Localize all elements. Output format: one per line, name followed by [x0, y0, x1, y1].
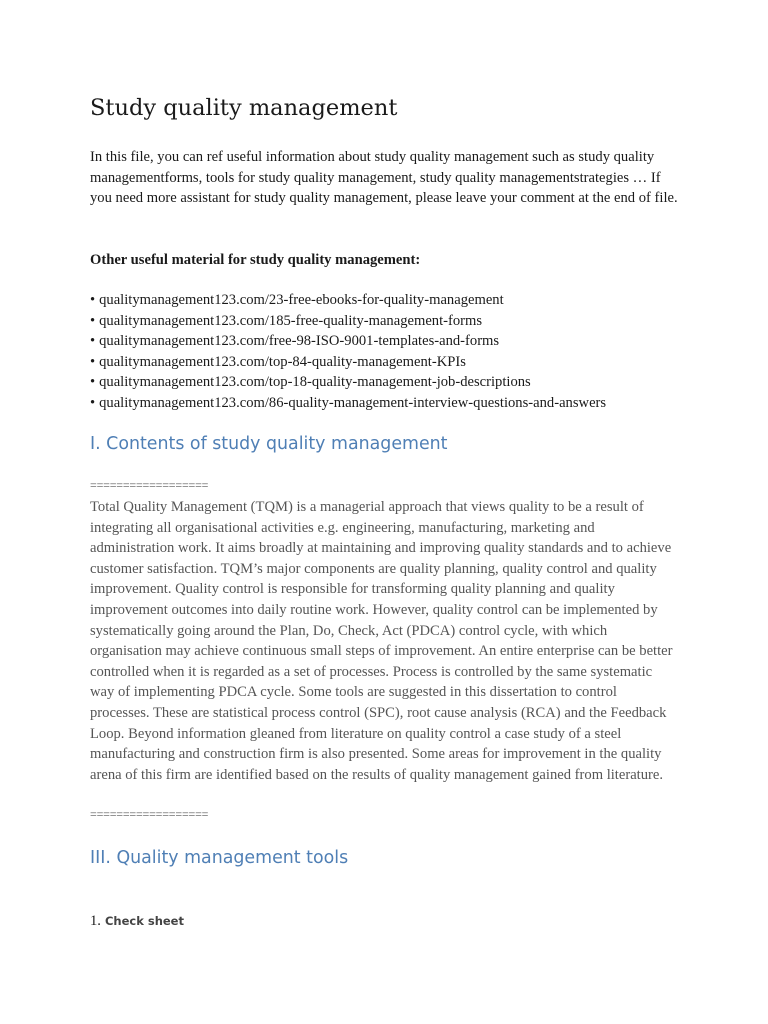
- useful-material-list: [90, 290, 606, 414]
- useful-material-heading: Other useful material for study quality management:: [90, 252, 421, 268]
- subsection-check-sheet: [90, 912, 184, 930]
- section-heading-contents: I. Contents of study quality management: [90, 434, 448, 454]
- link-text[interactable]: qualitymanagement123.com/23-free-ebooks-for-quality-management: [99, 292, 504, 308]
- bullet-icon: •: [90, 374, 96, 391]
- separator-line: ==================: [90, 478, 209, 492]
- section-heading-tools: III. Quality management tools: [90, 848, 349, 868]
- list-item[interactable]: [90, 290, 606, 311]
- subsection-number: 1.: [90, 913, 101, 929]
- bullet-icon: •: [90, 312, 96, 329]
- list-item[interactable]: [90, 311, 606, 332]
- separator-line: ==================: [90, 807, 209, 821]
- link-text[interactable]: qualitymanagement123.com/86-quality-management-interview-questions-and-answers: [99, 394, 607, 411]
- link-text[interactable]: qualitymanagement123.com/free-98-ISO-9001-templates-and-forms: [99, 333, 500, 350]
- bullet-icon: •: [90, 353, 96, 370]
- link-text[interactable]: qualitymanagement123.com/top-18-quality-management-job-descriptions: [99, 374, 531, 391]
- subsection-label: Check sheet: [104, 914, 184, 928]
- list-item[interactable]: [90, 331, 606, 352]
- bullet-icon: •: [90, 333, 96, 350]
- intro-paragraph: In this file, you can ref useful information about study quality management such as study quality managementforms, tools for study quality management, study quality managementstrategies … If you need more assistant for study quality management, please leave your comment at the end of file.: [90, 149, 678, 207]
- bullet-icon: •: [90, 394, 96, 411]
- link-text[interactable]: qualitymanagement123.com/top-84-quality-management-KPIs: [99, 353, 466, 370]
- bullet-icon: •: [90, 292, 96, 308]
- list-item[interactable]: [90, 352, 606, 373]
- link-text[interactable]: qualitymanagement123.com/185-free-quality-management-forms: [99, 312, 483, 329]
- tqm-body-paragraph: Total Quality Management (TQM) is a managerial approach that views quality to be a result of integrating all organisational activities e.g. engineering, manufacturing, marketing and administration work. It aims broadly at maintaining and improving quality standards and to achieve customer satisfaction. TQM’s major components are quality planning, quality control and quality improvement. Quality control is responsible for transforming quality planning and quality improvement outcomes into daily routine work. However, quality control can be implemented by systematically going around the Plan, Do, Check, Act (PDCA) control cycle, with which organisation may achieve continuous small steps of improvement. An entire enterprise can be better controlled when it is regarded as a set of processes. Process is controlled by the same systematic way of implementing PDCA cycle. Some tools are suggested in this dissertation to control processes. These are statistical process control (SPC), root cause analysis (RCA) and the Feedback Loop. Beyond information gleaned from literature on quality control a case study of a steel manufacturing and construction firm is also presented. Some areas for improvement in the quality arena of this firm are identified based on the results of quality management gained from literature.: [90, 499, 673, 783]
- document-title: Study quality management: [90, 95, 398, 121]
- list-item[interactable]: [90, 372, 606, 393]
- list-item[interactable]: [90, 393, 606, 414]
